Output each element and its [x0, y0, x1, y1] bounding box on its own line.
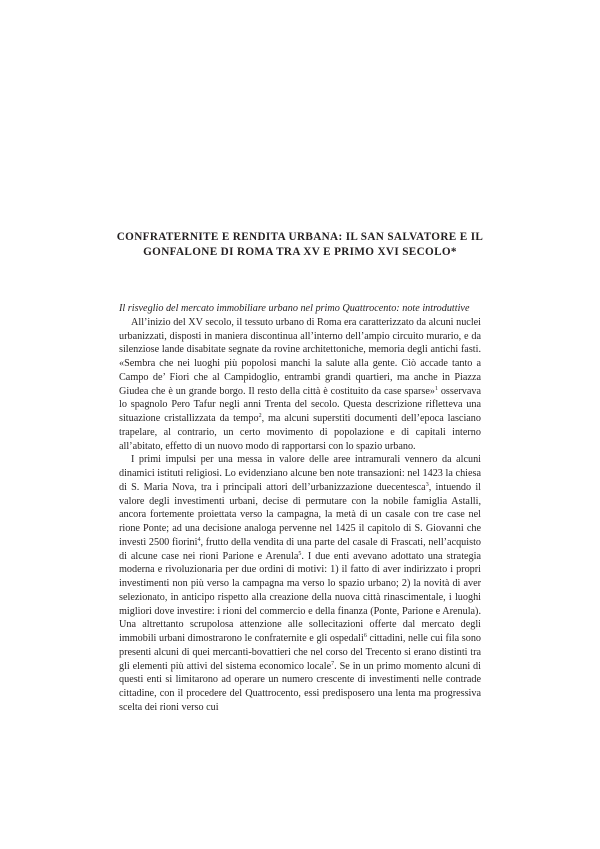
- footnote-ref-4: 4: [197, 536, 201, 543]
- footnote-ref-7: 7: [331, 660, 335, 667]
- footnote-ref-6: 6: [363, 633, 367, 639]
- chapter-title-line-2: GONFALONE DI ROMA TRA XV E PRIMO XVI SECOLO*: [143, 246, 457, 258]
- paragraph-2: [119, 453, 481, 714]
- footnote-ref-1: 1: [434, 385, 438, 392]
- chapter-title: [100, 230, 500, 260]
- body-text: [119, 302, 481, 715]
- paragraph-2-text-d: . I due enti avevano adottato una strategia moderna e rivoluzionaria per due ordini di motivi: 1) il fatto di aver indirizzato i propri investimenti non più verso la campagna ma verso lo spazio urbano; 2) la novità di aver selezionato, in anticipo rispetto alla creazione della nuova città rinascimentale, i luoghi migliori dove investire: i rioni del commercio e della finanza (Ponte, Parione e Arenula). Una altrettanto scrupolosa attenzione alle sollecitazioni offerte dal mercato degli immobili urbani dimostrarono le confraternite e gli ospedali: [119, 550, 481, 644]
- paragraph-2-text-b: , intuendo il valore degli investimenti urbani, decise di permutare con la nobile famiglia Astalli, ancora fortemente proiettata verso la campagna, la metà di un casale con tre case nel rione Ponte; ad una decisione analoga pervenne nel 1425 il capitolo di S. Giovanni che investì 2500 fiorini: [119, 481, 482, 548]
- paragraph-1-text-a: All’inizio del XV secolo, il tessuto urbano di Roma era caratterizzato da alcuni nuclei urbanizzati, disposti in maniera discontinua all’interno dell’ampio circuito murario, e da silenziose lande disabitate segnate da rovine architettoniche, memoria degli antichi fasti. «Sembra che nei luoghi più popolosi manchi la salute alla gente. Ciò accade tanto a Campo de’ Fiori che al Campidoglio, entrambi grandi quartieri, ma anche in Piazza Giudea che è un grande borgo. Il resto della città è costituito da case sparse»: [119, 316, 481, 397]
- paragraph-2-text-c: , frutto della vendita di una parte del casale di Frascati, nell’acquisto di alcune case nei rioni Parione e Arenula: [119, 536, 481, 562]
- footnote-ref-3: 3: [425, 481, 429, 488]
- paragraph-2-text-a: I primi impulsi per una messa in valore delle aree intramurali vennero da alcuni dinamici istituti religiosi. Lo evidenziano alcune ben note transazioni: nel 1423 la chiesa di S. Maria Nova, tra i principali attori dell’urbanizzazione duecentesca: [119, 454, 481, 493]
- paragraph-2-text-f: . Se in un primo momento alcuni di questi enti si limitarono ad operare un numero crescente di investimenti nelle contrade cittadine, con il procedere del Quattrocento, essi predisposero una lenta ma progressiva scelta dei rioni verso cui: [119, 660, 481, 713]
- footnote-ref-5: 5: [298, 550, 302, 557]
- paragraph-2-text-e: cittadini, nelle cui fila sono presenti alcuni di quei mercanti-bovattieri che nel corso del Trecento si erano distinti tra gli elementi più attivi del sistema economico locale: [119, 633, 482, 672]
- footnote-ref-2: 2: [258, 413, 262, 419]
- section-subheading: Il risveglio del mercato immobiliare urbano nel primo Quattrocento: note introduttive: [119, 303, 470, 314]
- paragraph-1: [119, 316, 481, 454]
- paragraph-1-text-b: osservava lo spagnolo Pero Tafur negli anni Trenta del secolo. Questa descrizione rifletteva una situazione cristallizzata da tempo: [119, 385, 481, 424]
- chapter-title-line-1: CONFRATERNITE E RENDITA URBANA: IL SAN SALVATORE E IL: [116, 231, 484, 243]
- paragraph-1-text-c: , ma alcuni superstiti documenti dell’epoca lasciano trapelare, al contrario, un certo movimento di popolazione e di capitali interno all’abitato, effetto di un nuovo modo di rapportarsi con lo spazio urbano.: [119, 413, 481, 452]
